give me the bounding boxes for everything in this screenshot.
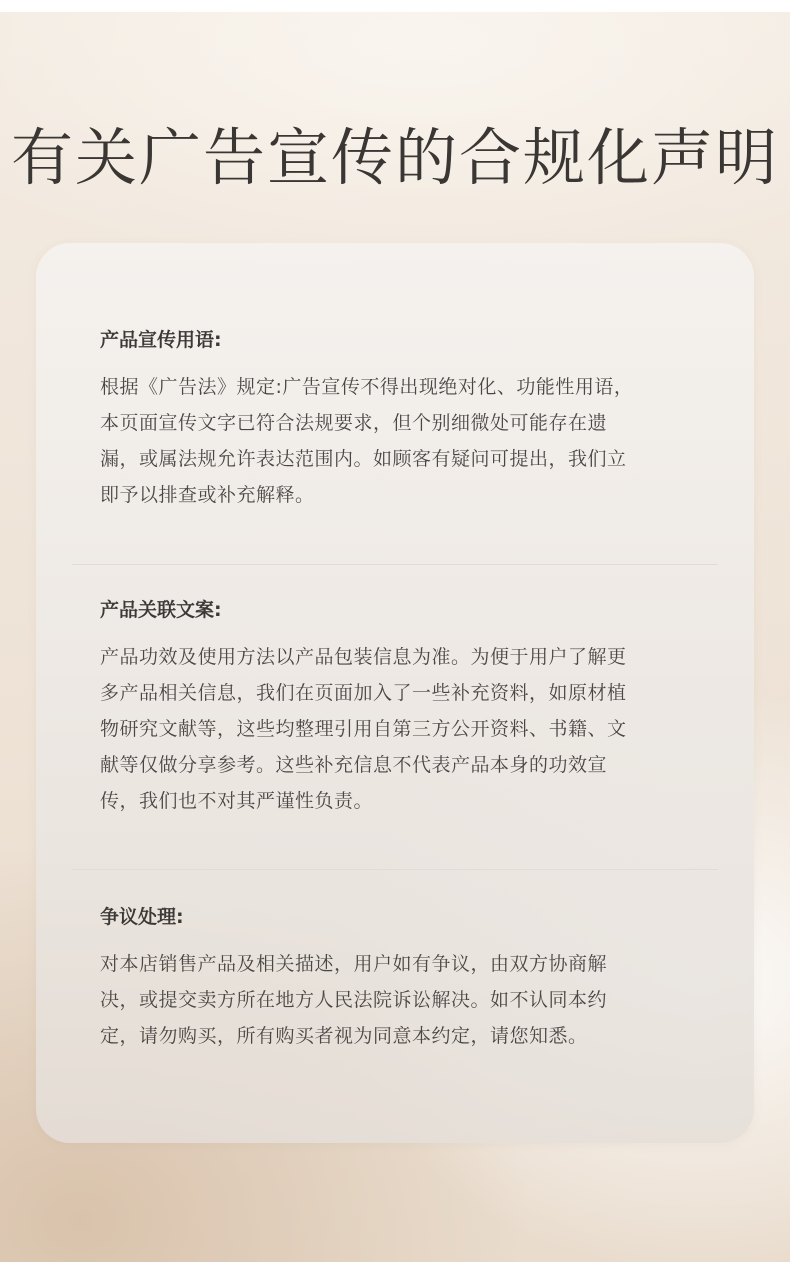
section-heading: 产品宣传用语: [100, 329, 222, 351]
body-line: 产品功效及使用方法以产品包装信息为准。为便于用户了解更 [100, 646, 627, 668]
section-body [100, 369, 700, 513]
body-line: 传，我们也不对其严谨性负责。 [100, 790, 374, 812]
body-line: 决，或提交卖方所在地方人民法院诉讼解决。如不认同本约 [100, 989, 608, 1011]
section-body [100, 639, 700, 819]
section-related-copy [100, 595, 700, 819]
body-line: 物研究文献等，这些均整理引用自第三方公开资料、书籍、文 [100, 718, 627, 740]
section-body [100, 946, 700, 1054]
section-dispute-handling [100, 902, 700, 1054]
section-divider [72, 564, 718, 565]
section-product-claims [100, 325, 700, 513]
page-title: 有关广告宣传的合规化声明 [10, 121, 779, 194]
body-line: 根据《广告法》规定:广告宣传不得出现绝对化、功能性用语， [100, 376, 634, 398]
section-heading: 产品关联文案: [100, 599, 222, 621]
body-line: 多产品相关信息，我们在页面加入了一些补充资料，如原材植 [100, 682, 627, 704]
body-line: 定，请勿购买，所有购买者视为同意本约定，请您知悉。 [100, 1025, 588, 1047]
statement-card [36, 243, 754, 1143]
body-line: 献等仅做分享参考。这些补充信息不代表产品本身的功效宣 [100, 754, 608, 776]
section-heading: 争议处理: [100, 906, 184, 928]
body-line: 漏，或属法规允许表达范围内。如顾客有疑问可提出，我们立 [100, 448, 627, 470]
body-line: 即予以排查或补充解释。 [100, 484, 315, 506]
body-line: 对本店销售产品及相关描述，用户如有争议，由双方协商解 [100, 953, 608, 975]
top-band [0, 0, 790, 12]
body-line: 本页面宣传文字已符合法规要求，但个别细微处可能存在遗 [100, 412, 608, 434]
section-divider [72, 869, 718, 870]
